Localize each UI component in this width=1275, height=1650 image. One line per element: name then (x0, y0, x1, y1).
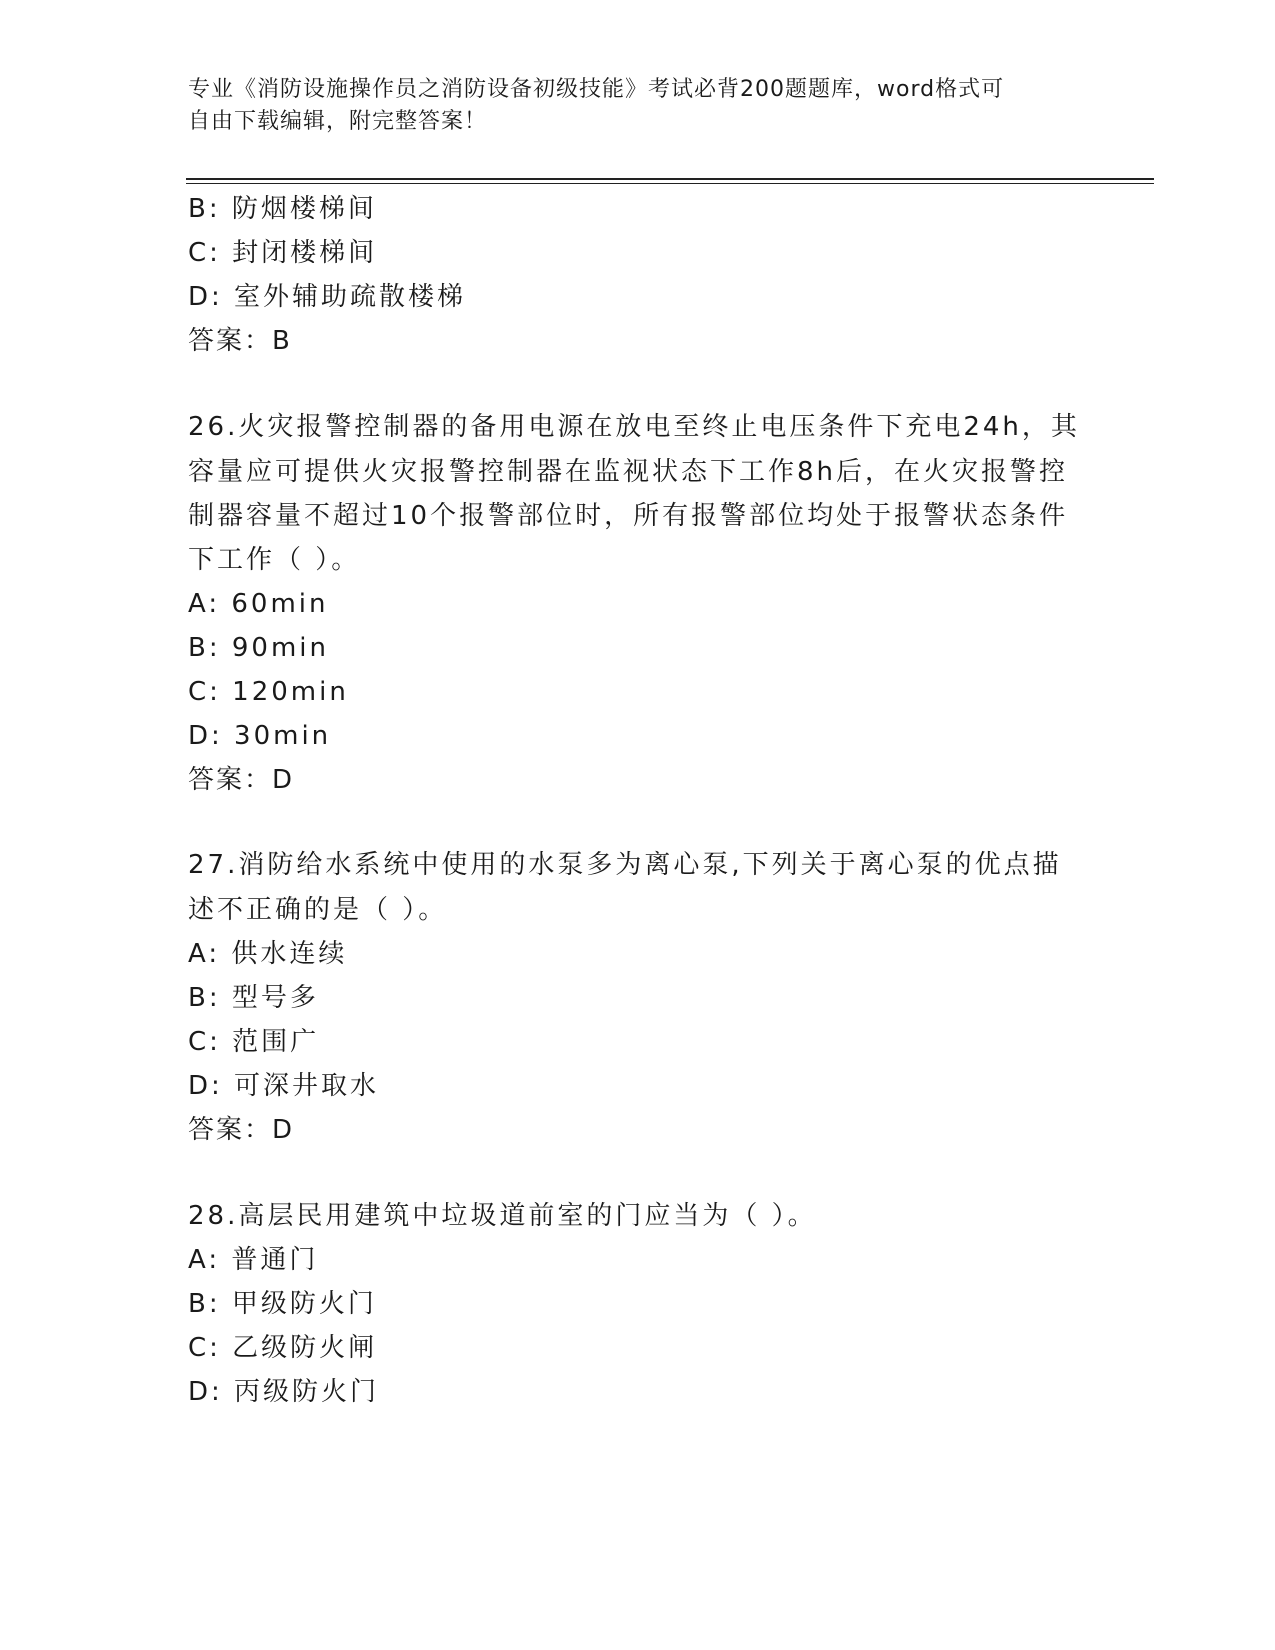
document-header (188, 74, 1088, 138)
q26-stem-line-2: 容量应可提供火灾报警控制器在监视状态下工作8h后，在火灾报警控 (188, 457, 1069, 487)
q28-option-a: A: 普通门 (188, 1245, 319, 1275)
q28-option-d: D: 丙级防火门 (188, 1377, 380, 1407)
q27-stem-line-1: 27.消防给水系统中使用的水泵多为离心泵,下列关于离心泵的优点描 (188, 850, 1062, 880)
q25-option-d: D: 室外辅助疏散楼梯 (188, 282, 467, 312)
q25-option-b: B: 防烟楼梯间 (188, 194, 377, 224)
q26-option-c: C: 120min (188, 677, 349, 707)
header-line-1: 专业《消防设施操作员之消防设备初级技能》考试必背200题题库，word格式可 (188, 77, 1005, 102)
q27-option-b: B: 型号多 (188, 983, 319, 1013)
q28-option-c: C: 乙级防火闸 (188, 1333, 378, 1363)
q28-option-b: B: 甲级防火门 (188, 1289, 377, 1319)
q26-stem-line-4: 下工作（ ）。 (188, 545, 361, 575)
q26-stem-line-3: 制器容量不超过10个报警部位时，所有报警部位均处于报警状态条件 (188, 501, 1069, 531)
q26-option-b: B: 90min (188, 633, 329, 663)
q25-answer: 答案：B (188, 326, 292, 356)
q25-option-c: C: 封闭楼梯间 (188, 238, 378, 268)
header-divider-thin (186, 183, 1154, 184)
q26-stem-line-1: 26.火灾报警控制器的备用电源在放电至终止电压条件下充电24h，其 (188, 412, 1080, 442)
header-line-2: 自由下载编辑，附完整答案！ (188, 109, 488, 134)
q26-option-d: D: 30min (188, 721, 332, 751)
q26-answer: 答案：D (188, 765, 295, 795)
q27-stem-line-2: 述不正确的是（ ）。 (188, 895, 448, 925)
q27-answer: 答案：D (188, 1115, 295, 1145)
q27-option-d: D: 可深井取水 (188, 1071, 380, 1101)
header-divider-thick (186, 178, 1154, 180)
q27-option-c: C: 范围广 (188, 1027, 320, 1057)
q26-option-a: A: 60min (188, 589, 329, 619)
q28-stem-line-1: 28.高层民用建筑中垃圾道前室的门应当为（ ）。 (188, 1201, 817, 1231)
q27-option-a: A: 供水连续 (188, 939, 348, 969)
